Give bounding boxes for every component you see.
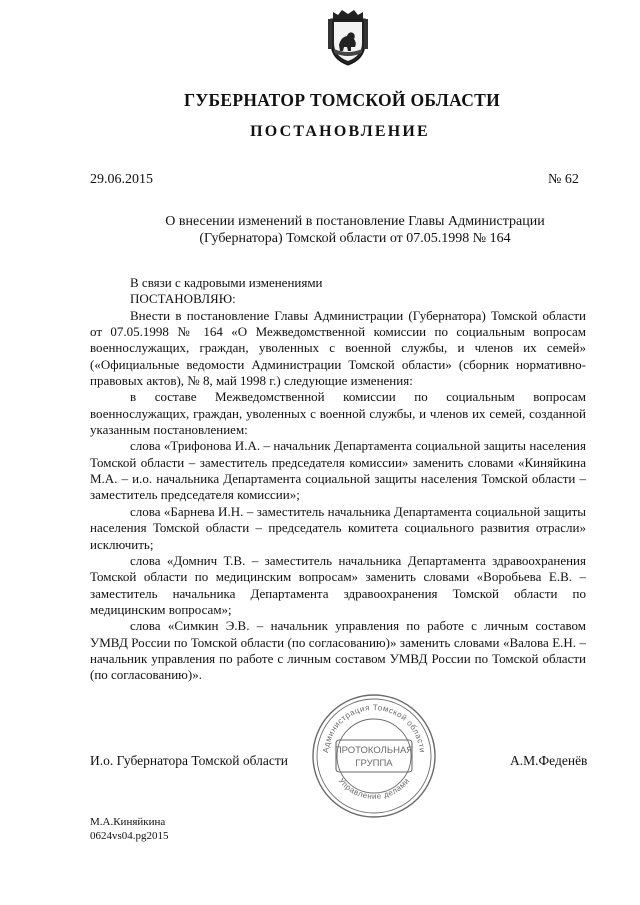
- signatory-position: И.о. Губернатора Томской области: [90, 753, 288, 768]
- subject-line: (Губернатора) Томской области от 07.05.1998 № 164: [199, 231, 511, 246]
- svg-text:Управление делами: [337, 776, 412, 801]
- seal-ring-text-bottom: Управление делами: [336, 776, 412, 801]
- seal-ring-text: Администрация Томской области: [321, 702, 427, 754]
- authority-title: ГУБЕРНАТОР ТОМСКОЙ ОБЛАСТИ: [183, 90, 501, 110]
- document-number: № 62: [548, 172, 579, 187]
- body-paragraph: слова «Симкин Э.В. – начальник управления по работе с личным составом УМВД России по Томской области (по согласованию)» заменить словами «Валова Е.Н. – начальник управления по работе с личным составом УМВД России по Томской области (по согласованию)».: [90, 618, 586, 683]
- body-paragraph: слова «Барнева И.Н. – заместитель начальника Департамента социальной защиты населения Томской области – председатель комитета социального развития отрасли» исключить;: [90, 503, 586, 552]
- body-paragraph: слова «Трифонова И.А. – начальник Департамента социальной защиты населения Томской области – заместитель председателя комиссии» заменить словами «Киняйкина М.А. – и.о. начальника Департамента социальной защиты населения Томской области – заместитель председателя комиссии»;: [90, 438, 586, 503]
- seal-center-text: ГРУППА: [355, 758, 393, 769]
- document-footer: [90, 815, 169, 843]
- document-type: ПОСТАНОВЛЕНИЕ: [250, 123, 430, 140]
- body-paragraph: В связи с кадровыми изменениями: [130, 275, 323, 290]
- body-paragraph: слова «Домнич Т.В. – заместитель начальника Департамента здравоохранения Томской области по медицинским вопросам» заменить словами «Воробьева Е.В. – заместитель начальника Департамента здравоохранения Томской области по медицинским вопросам»;: [90, 552, 586, 617]
- document-code: 0624vs04.pg2015: [90, 830, 169, 842]
- document-subject: [140, 213, 570, 247]
- signatory-name: А.М.Феденёв: [510, 753, 588, 768]
- seal-center-text: ПРОТОКОЛЬНАЯ: [334, 745, 414, 756]
- executor-name: М.А.Киняйкина: [90, 816, 166, 828]
- document-body: [90, 275, 586, 684]
- coat-of-arms-icon: [327, 9, 369, 67]
- subject-line: О внесении изменений в постановление Главы Администрации: [165, 214, 545, 229]
- official-seal-stamp: [310, 692, 438, 820]
- body-paragraph: ПОСТАНОВЛЯЮ:: [130, 291, 236, 307]
- body-paragraph: в составе Межведомственной комиссии по социальным вопросам военнослужащих, граждан, уволенных с военной службы, и членов их семей, созданной указанным постановлением:: [90, 389, 586, 438]
- body-paragraph: Внести в постановление Главы Администрации (Губернатора) Томской области от 07.05.1998 № 164 «О Межведомственной комиссии по социальным вопросам военнослужащих, граждан, уволенных с военной службы, и членов их семей» («Официальные ведомости Администрации Томской области» (сборник нормативно-правовых актов), № 8, май 1998 г.) следующие изменения:: [90, 307, 586, 389]
- document-date: 29.06.2015: [90, 172, 153, 187]
